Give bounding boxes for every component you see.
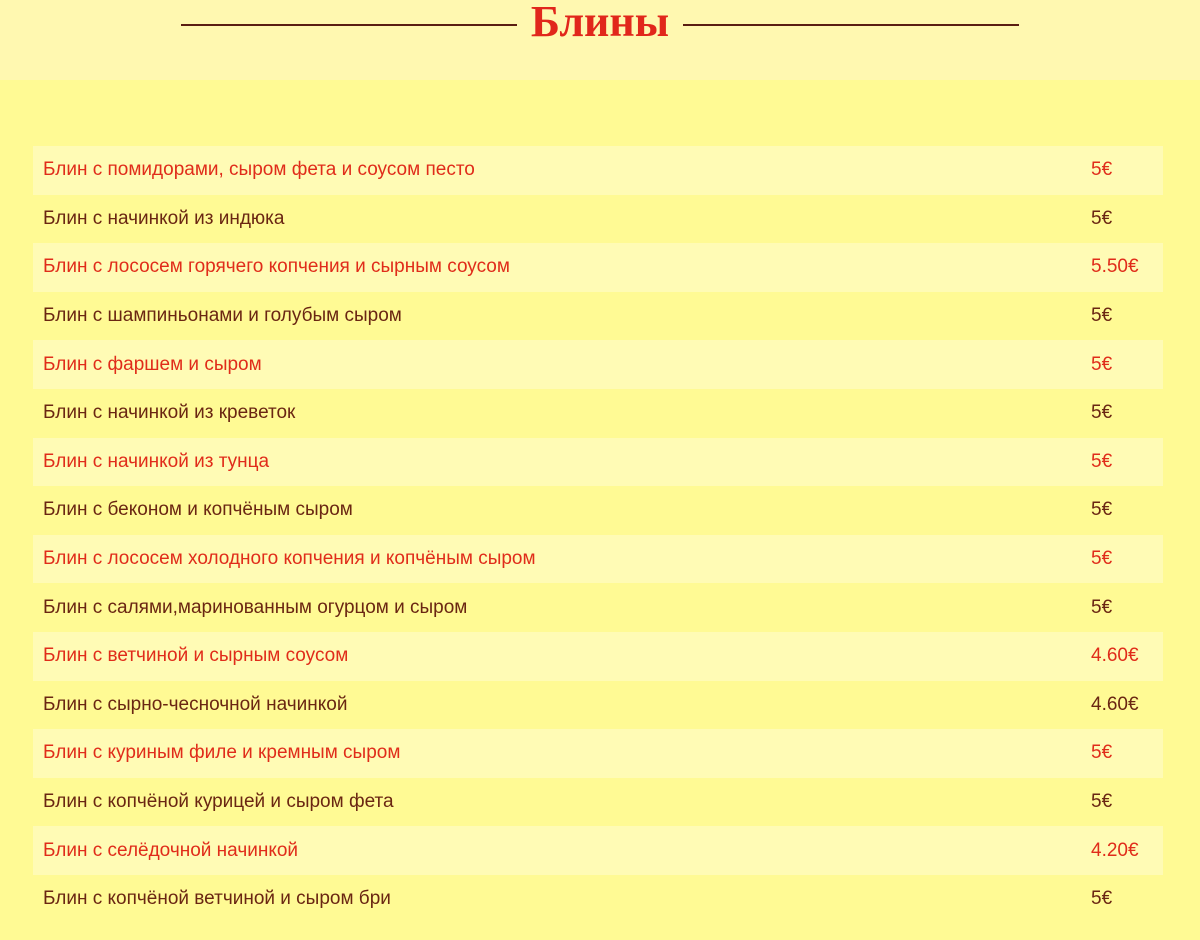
menu-item-name: Блин с начинкой из тунца [43,450,270,472]
menu-item [33,583,1163,632]
menu-item-price: 4.60€ [1091,645,1139,667]
menu-item-price: 5€ [1091,305,1113,327]
menu-item-price: 5€ [1091,207,1113,229]
menu-item-price: 5.50€ [1091,256,1139,278]
menu-item [33,486,1163,535]
menu-item-name: Блин с фаршем и сыром [43,353,262,375]
title-divider-right [683,24,1019,26]
menu-item [33,778,1163,827]
menu-item-name: Блин с начинкой из индюка [43,207,285,229]
menu-item-name: Блин с селёдочной начинкой [43,839,299,861]
menu-item-price: 5€ [1091,353,1113,375]
menu-item-price: 5€ [1091,159,1113,181]
menu-item-price: 5€ [1091,596,1113,618]
menu-item [33,292,1163,341]
menu-item-price: 5€ [1091,742,1113,764]
menu-item [33,729,1163,778]
menu-list [33,146,1163,924]
menu-item-name: Блин с беконом и копчёным сыром [43,499,353,521]
menu-item [33,535,1163,584]
menu-item-price: 5€ [1091,791,1113,813]
menu-item [33,632,1163,681]
menu-item-name: Блин с шампиньонами и голубым сыром [43,305,402,327]
menu-item-name: Блин с сырно-чесночной начинкой [43,693,348,715]
menu-item-price: 5€ [1091,888,1113,910]
title-bar [0,0,1200,50]
menu-item-name: Блин с копчёной курицей и сыром фета [43,791,394,813]
menu-item-name: Блин с куриным филе и кремным сыром [43,742,401,764]
menu-item [33,243,1163,292]
menu-item [33,681,1163,730]
menu-item-name: Блин с начинкой из креветок [43,402,296,424]
menu-item [33,389,1163,438]
menu-item-price: 5€ [1091,499,1113,521]
menu-item-price: 4.60€ [1091,693,1139,715]
menu-item-price: 5€ [1091,402,1113,424]
menu-item-name: Блин с ветчиной и сырным соусом [43,645,349,667]
menu-item [33,875,1163,924]
menu-item-price: 5€ [1091,450,1113,472]
menu-item-name: Блин с помидорами, сыром фета и соусом песто [43,159,475,181]
page-header [0,0,1200,80]
menu-item-name: Блин с копчёной ветчиной и сыром бри [43,888,391,910]
menu-item-name: Блин с лососем горячего копчения и сырным соусом [43,256,510,278]
menu-item [33,195,1163,244]
menu-item-name: Блин с лососем холодного копчения и копчёным сыром [43,548,536,570]
menu-item [33,826,1163,875]
menu-item [33,340,1163,389]
menu-item [33,438,1163,487]
menu-item-price: 4.20€ [1091,839,1139,861]
menu-item [33,146,1163,195]
menu-item-name: Блин с салями,маринованным огурцом и сыром [43,596,468,618]
title-divider-left [181,24,517,26]
page-title: Блины [530,0,670,46]
menu-item-price: 5€ [1091,548,1113,570]
